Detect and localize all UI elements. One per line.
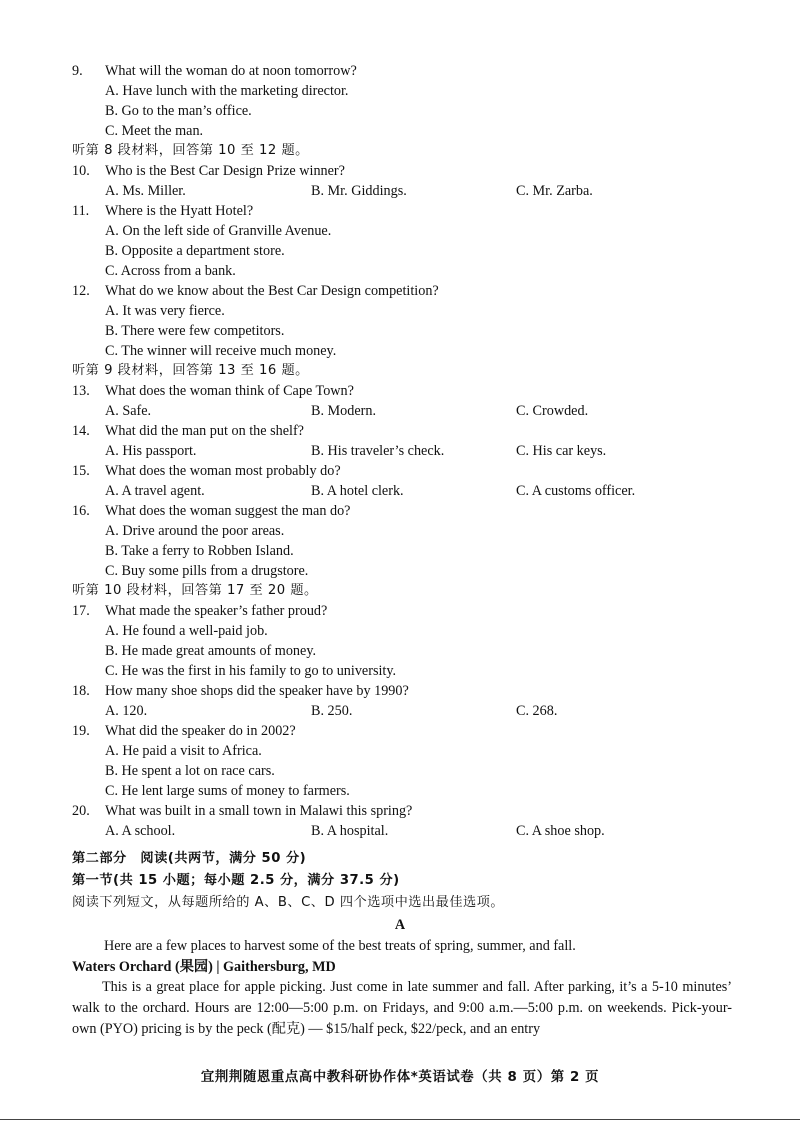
option-c: C. A customs officer. [516, 483, 636, 499]
question-number: 13. [72, 383, 90, 399]
option-b: B. A hospital. [311, 823, 389, 839]
option-b: B. His traveler’s check. [311, 443, 445, 459]
option-b: B. Opposite a department store. [105, 243, 285, 259]
reading-instruction: 阅读下列短文，从每题所给的 A、B、C、D 四个选项中选出最佳选项。 [72, 895, 505, 910]
passage-intro: Here are a few places to harvest some of the best treats of spring, summer, and fall. [104, 938, 576, 954]
option-b: B. He made great amounts of money. [105, 643, 317, 659]
question-number: 15. [72, 463, 90, 479]
question-number: 9. [72, 63, 83, 79]
option-a: A. Drive around the poor areas. [105, 523, 285, 539]
question-number: 14. [72, 423, 90, 439]
option-b: B. Go to the man’s office. [105, 103, 252, 119]
question-stem: What made the speaker’s father proud? [105, 603, 328, 619]
option-b: B. 250. [311, 703, 353, 719]
question-stem: What did the speaker do in 2002? [105, 723, 296, 739]
option-b: B. A hotel clerk. [311, 483, 404, 499]
option-c: C. He was the first in his family to go to university. [105, 663, 397, 679]
option-c: C. He lent large sums of money to farmers. [105, 783, 350, 799]
option-a: A. Have lunch with the marketing director. [105, 83, 349, 99]
option-b: B. Modern. [311, 403, 377, 419]
option-c: C. Mr. Zarba. [516, 183, 593, 199]
option-c: C. Crowded. [516, 403, 589, 419]
bottom-divider [0, 1119, 800, 1120]
section-instruction: 听第 10 段材料，回答第 17 至 20 题。 [72, 583, 318, 598]
question-number: 18. [72, 683, 90, 699]
option-b: B. Take a ferry to Robben Island. [105, 543, 294, 559]
option-a: A. His passport. [105, 443, 197, 459]
passage-heading: Waters Orchard (果园) | Gaithersburg, MD [72, 959, 336, 975]
question-number: 11. [72, 203, 90, 219]
question-stem: How many shoe shops did the speaker have by 1990? [105, 683, 409, 699]
option-b: B. He spent a lot on race cars. [105, 763, 275, 779]
option-a: A. Ms. Miller. [105, 183, 186, 199]
option-c: C. Meet the man. [105, 123, 204, 139]
question-number: 12. [72, 283, 90, 299]
part-title: 第二部分 阅读(共两节，满分 50 分) [72, 851, 307, 866]
option-a: A. It was very fierce. [105, 303, 225, 319]
question-stem: What do we know about the Best Car Design competition? [105, 283, 439, 299]
page-footer: 宜荆荆随恩重点高中教科研协作体*英语试卷（共 8 页）第 2 页 [200, 1070, 600, 1085]
option-c: C. 268. [516, 703, 558, 719]
question-number: 17. [72, 603, 90, 619]
question-stem: What was built in a small town in Malawi this spring? [105, 803, 413, 819]
option-c: C. His car keys. [516, 443, 607, 459]
section-subtitle: 第一节(共 15 小题；每小题 2.5 分，满分 37.5 分) [72, 873, 400, 888]
question-number: 19. [72, 723, 90, 739]
question-number: 16. [72, 503, 90, 519]
question-stem: What did the man put on the shelf? [105, 423, 304, 439]
question-number: 10. [72, 163, 90, 179]
section-instruction: 听第 8 段材料，回答第 10 至 12 题。 [72, 143, 309, 158]
option-a: A. Safe. [105, 403, 152, 419]
question-stem: What does the woman suggest the man do? [105, 503, 351, 519]
option-c: C. Buy some pills from a drugstore. [105, 563, 309, 579]
option-a: A. He paid a visit to Africa. [105, 743, 262, 759]
question-stem: What does the woman most probably do? [105, 463, 341, 479]
section-instruction: 听第 9 段材料，回答第 13 至 16 题。 [72, 363, 309, 378]
option-b: B. Mr. Giddings. [311, 183, 407, 199]
question-stem: What does the woman think of Cape Town? [105, 383, 354, 399]
question-stem: What will the woman do at noon tomorrow? [105, 63, 357, 79]
option-a: A. He found a well-paid job. [105, 623, 268, 639]
option-a: A. A travel agent. [105, 483, 205, 499]
option-b: B. There were few competitors. [105, 323, 285, 339]
option-a: A. 120. [105, 703, 148, 719]
question-stem: Who is the Best Car Design Prize winner? [105, 163, 345, 179]
question-number: 20. [72, 803, 90, 819]
option-c: C. The winner will receive much money. [105, 343, 337, 359]
option-c: C. Across from a bank. [105, 263, 236, 279]
passage-label: A [394, 917, 406, 933]
option-a: A. A school. [105, 823, 176, 839]
passage-paragraph: This is a great place for apple picking. Just come in late summer and fall. After parking, it’s a 5-10 minutes’ walk to the orchard. Hours are 12:00—5:00 p.m. on Fridays, and 9:00 a.m.—5:00 p.m. on weekends. Pick-your-own (PYO) pricing is by the peck (配克) — $15/half peck, $22/peck, and an entry [72, 979, 732, 1037]
option-c: C. A shoe shop. [516, 823, 605, 839]
question-stem: Where is the Hyatt Hotel? [105, 203, 254, 219]
option-a: A. On the left side of Granville Avenue. [105, 223, 332, 239]
